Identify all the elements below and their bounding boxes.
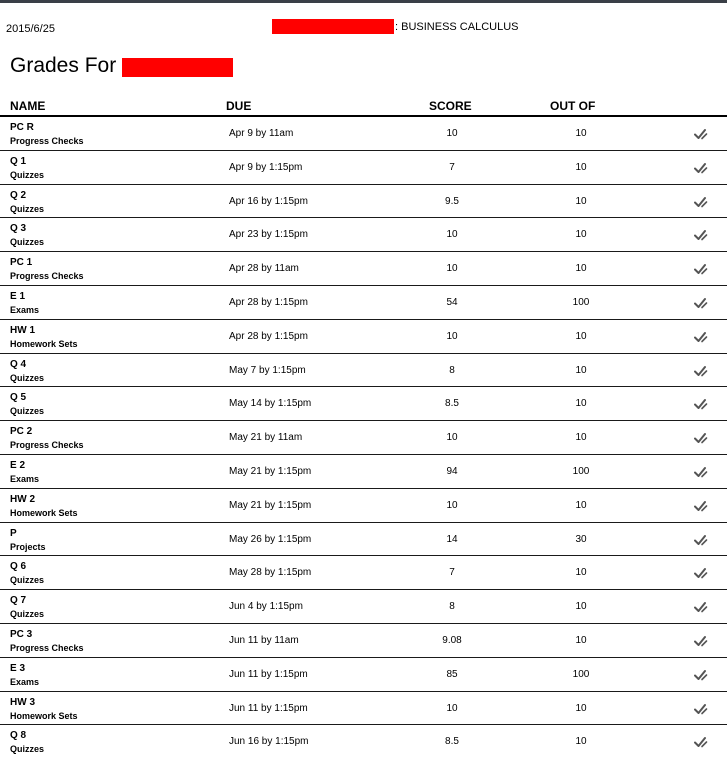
assignment-name[interactable]: Q 1 [10, 155, 27, 167]
out-of-value: 10 [575, 364, 587, 376]
score-value: 7 [449, 567, 455, 579]
checkmark-pencil-icon[interactable] [694, 669, 708, 681]
due-date: Apr 16 by 1:15pm [229, 195, 308, 207]
checkmark-pencil-icon[interactable] [694, 398, 708, 410]
checkmark-pencil-icon[interactable] [694, 466, 708, 478]
assignment-name[interactable]: PC 3 [10, 628, 33, 640]
out-of-value: 100 [572, 668, 590, 680]
checkmark-pencil-icon[interactable] [694, 567, 708, 579]
assignment-category: Progress Checks [10, 271, 84, 282]
table-row [0, 252, 727, 286]
assignment-category: Quizzes [10, 609, 45, 620]
checkmark-pencil-icon[interactable] [694, 736, 708, 748]
out-of-value: 10 [575, 229, 587, 241]
course-title: : BUSINESS CALCULUS [395, 20, 519, 33]
table-row [0, 286, 727, 320]
assignment-name[interactable]: HW 2 [10, 493, 35, 505]
table-row [0, 658, 727, 692]
assignment-name[interactable]: Q 5 [10, 392, 27, 404]
table-row [0, 320, 727, 354]
table-row [0, 489, 727, 523]
table-row [0, 523, 727, 557]
out-of-value: 10 [575, 736, 587, 748]
score-value: 85 [446, 668, 458, 680]
checkmark-pencil-icon[interactable] [694, 703, 708, 715]
table-row [0, 692, 727, 726]
score-value: 10 [446, 229, 458, 241]
out-of-value: 10 [575, 398, 587, 410]
due-date: Jun 11 by 1:15pm [229, 702, 308, 714]
assignment-category: Quizzes [10, 169, 45, 180]
checkmark-pencil-icon[interactable] [694, 432, 708, 444]
assignment-category: Quizzes [10, 744, 45, 755]
due-date: Jun 16 by 1:15pm [229, 736, 309, 748]
assignment-name[interactable]: P [10, 527, 17, 539]
out-of-value: 10 [575, 567, 587, 579]
table-row [0, 725, 727, 759]
assignment-name[interactable]: E 2 [10, 459, 26, 471]
due-date: May 21 by 1:15pm [229, 465, 312, 477]
due-date: May 21 by 11am [229, 432, 303, 444]
checkmark-pencil-icon[interactable] [694, 196, 708, 208]
column-header-out-of[interactable]: OUT OF [550, 99, 596, 113]
checkmark-pencil-icon[interactable] [694, 365, 708, 377]
score-value: 8 [449, 364, 455, 376]
out-of-value: 10 [575, 601, 587, 613]
grades-table [0, 98, 727, 759]
assignment-name[interactable]: PC 2 [10, 426, 33, 438]
assignment-category: Quizzes [10, 575, 45, 586]
column-header-due[interactable]: DUE [226, 99, 252, 113]
assignment-name[interactable]: E 3 [10, 662, 26, 674]
out-of-value: 10 [575, 195, 587, 207]
table-row [0, 556, 727, 590]
table-body [0, 117, 727, 759]
checkmark-pencil-icon[interactable] [694, 331, 708, 343]
due-date: Apr 23 by 1:15pm [229, 229, 308, 241]
assignment-name[interactable]: PC 1 [10, 257, 33, 269]
due-date: Apr 9 by 1:15pm [229, 161, 303, 173]
due-date: Apr 28 by 1:15pm [229, 296, 308, 308]
score-value: 8.5 [445, 736, 459, 748]
score-value: 9.08 [442, 634, 462, 646]
out-of-value: 10 [575, 330, 587, 342]
assignment-category: Progress Checks [10, 642, 84, 653]
assignment-category: Progress Checks [10, 136, 84, 146]
due-date: May 28 by 1:15pm [229, 567, 312, 579]
out-of-value: 10 [575, 161, 587, 173]
score-value: 10 [446, 263, 458, 275]
table-row [0, 590, 727, 624]
assignment-category: Quizzes [10, 406, 45, 417]
course-heading [272, 19, 518, 34]
due-date: May 7 by 1:15pm [229, 364, 306, 376]
assignment-name[interactable]: HW 1 [10, 324, 35, 336]
column-header-name[interactable]: NAME [10, 99, 46, 113]
page-title: Grades For [10, 54, 117, 77]
table-row [0, 387, 727, 421]
page-title-block [10, 54, 233, 78]
out-of-value: 10 [575, 432, 587, 444]
print-date: 2015/6/25 [6, 23, 55, 35]
score-value: 10 [446, 432, 458, 444]
score-value: 54 [446, 296, 458, 308]
out-of-value: 10 [575, 702, 587, 714]
assignment-name[interactable]: Q 7 [10, 595, 27, 607]
assignment-category: Exams [10, 304, 40, 315]
table-row [0, 624, 727, 658]
due-date: Jun 4 by 1:15pm [229, 601, 303, 613]
checkmark-pencil-icon[interactable] [694, 635, 708, 647]
checkmark-pencil-icon[interactable] [694, 229, 708, 241]
column-header-score[interactable]: SCORE [429, 99, 472, 113]
table-row [0, 185, 727, 219]
assignment-name[interactable]: Q 2 [10, 189, 27, 201]
out-of-value: 10 [575, 263, 587, 275]
redacted-student-name [122, 58, 233, 77]
assignment-category: Quizzes [10, 237, 45, 248]
checkmark-pencil-icon[interactable] [694, 297, 708, 309]
checkmark-pencil-icon[interactable] [694, 534, 708, 546]
score-value: 94 [446, 465, 458, 477]
due-date: Apr 28 by 11am [229, 263, 299, 275]
checkmark-pencil-icon[interactable] [694, 128, 708, 140]
assignment-category: Exams [10, 676, 40, 687]
score-value: 10 [446, 702, 458, 714]
assignment-category: Quizzes [10, 372, 45, 383]
table-row [0, 218, 727, 252]
assignment-name[interactable]: PC R [10, 122, 34, 133]
score-value: 9.5 [445, 195, 459, 207]
redacted-course-name [272, 19, 394, 34]
assignment-category: Homework Sets [10, 338, 78, 349]
out-of-value: 30 [575, 533, 587, 545]
due-date: Jun 11 by 1:15pm [229, 668, 308, 680]
assignment-category: Progress Checks [10, 440, 84, 451]
table-row [0, 455, 727, 489]
score-value: 10 [446, 128, 458, 139]
checkmark-pencil-icon[interactable] [694, 162, 708, 174]
assignment-name[interactable]: Q 8 [10, 730, 27, 742]
score-value: 8 [449, 601, 455, 613]
table-header [0, 98, 727, 117]
score-value: 10 [446, 330, 458, 342]
top-bar [0, 0, 727, 3]
due-date: Apr 9 by 11am [229, 128, 294, 139]
assignment-category: Exams [10, 473, 40, 484]
table-row [0, 421, 727, 455]
assignment-category: Homework Sets [10, 507, 78, 518]
score-value: 7 [449, 161, 455, 173]
score-value: 8.5 [445, 398, 459, 410]
assignment-name[interactable]: Q 6 [10, 561, 27, 573]
out-of-value: 100 [572, 296, 590, 308]
out-of-value: 10 [575, 499, 587, 511]
checkmark-pencil-icon[interactable] [694, 601, 708, 613]
due-date: May 14 by 1:15pm [229, 398, 312, 410]
out-of-value: 10 [575, 128, 587, 139]
due-date: Apr 28 by 1:15pm [229, 330, 308, 342]
assignment-name[interactable]: E 1 [10, 290, 26, 302]
score-value: 10 [446, 499, 458, 511]
due-date: May 21 by 1:15pm [229, 499, 312, 511]
assignment-category: Homework Sets [10, 710, 78, 721]
due-date: Jun 11 by 11am [229, 634, 299, 646]
score-value: 14 [446, 533, 458, 545]
out-of-value: 100 [572, 465, 590, 477]
due-date: May 26 by 1:15pm [229, 533, 312, 545]
assignment-category: Projects [10, 541, 46, 552]
table-row [0, 151, 727, 185]
table-row [0, 354, 727, 388]
table-row [0, 117, 727, 151]
checkmark-pencil-icon[interactable] [694, 263, 708, 275]
checkmark-pencil-icon[interactable] [694, 500, 708, 512]
out-of-value: 10 [575, 634, 587, 646]
assignment-name[interactable]: Q 3 [10, 223, 27, 235]
assignment-name[interactable]: Q 4 [10, 358, 27, 370]
assignment-category: Quizzes [10, 203, 45, 214]
assignment-name[interactable]: HW 3 [10, 696, 35, 708]
